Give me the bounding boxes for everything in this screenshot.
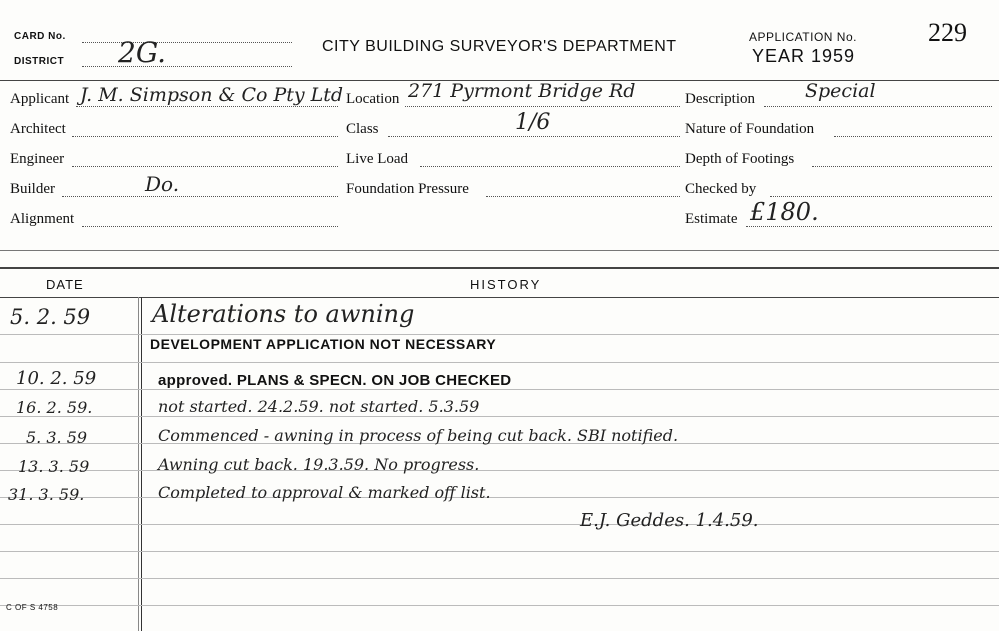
application-number: 229 bbox=[928, 18, 967, 47]
fields-rule-1 bbox=[0, 250, 999, 251]
date-column-divider bbox=[141, 297, 142, 631]
card-no-line bbox=[82, 42, 292, 43]
architect-line bbox=[72, 136, 338, 137]
nature-line bbox=[834, 136, 992, 137]
alignment-line bbox=[82, 226, 338, 227]
alignment-label: Alignment bbox=[10, 211, 75, 227]
form-number: C OF S 4758 bbox=[6, 603, 59, 612]
estimate-label: Estimate bbox=[685, 211, 738, 227]
foundation-pressure-line bbox=[486, 196, 680, 197]
row-line bbox=[0, 470, 999, 471]
estimate-line bbox=[746, 226, 992, 227]
row-line bbox=[0, 605, 999, 606]
description-label: Description bbox=[685, 91, 755, 107]
architect-label: Architect bbox=[10, 121, 66, 137]
location-line bbox=[405, 106, 680, 107]
history-stamp: DEVELOPMENT APPLICATION NOT NECESSARY bbox=[150, 336, 497, 352]
live-load-label: Live Load bbox=[346, 151, 409, 167]
history-entry: not started. 24.2.59. not started. 5.3.59 bbox=[158, 397, 480, 416]
district-line bbox=[82, 66, 292, 67]
history-entry: Completed to approval & marked off list. bbox=[158, 483, 491, 502]
history-signature: E.J. Geddes. 1.4.59. bbox=[580, 510, 759, 531]
year-label: YEAR 1959 bbox=[752, 46, 856, 66]
district-label: DISTRICT bbox=[14, 56, 65, 67]
live-load-line bbox=[420, 166, 680, 167]
builder-line bbox=[62, 196, 338, 197]
applicant-line bbox=[76, 106, 338, 107]
builder-label: Builder bbox=[10, 181, 55, 197]
description-value: Special bbox=[805, 80, 876, 102]
row-line bbox=[0, 524, 999, 525]
applicant-label: Applicant bbox=[10, 91, 70, 107]
nature-of-foundation-label: Nature of Foundation bbox=[685, 121, 815, 137]
class-line bbox=[388, 136, 680, 137]
history-entry: Alterations to awning bbox=[152, 300, 415, 328]
class-label: Class bbox=[346, 121, 379, 137]
row-line bbox=[0, 389, 999, 390]
class-value: 1/6 bbox=[515, 110, 551, 135]
engineer-label: Engineer bbox=[10, 151, 65, 167]
checked-by-label: Checked by bbox=[685, 181, 757, 197]
card-no-label: CARD No. bbox=[14, 31, 66, 42]
row-line bbox=[0, 497, 999, 498]
history-date: 13. 3. 59 bbox=[18, 457, 90, 476]
checked-line bbox=[770, 196, 992, 197]
foundation-pressure-label: Foundation Pressure bbox=[346, 181, 469, 197]
applicant-value: J. M. Simpson & Co Pty Ltd bbox=[80, 84, 344, 106]
row-line bbox=[0, 578, 999, 579]
row-line bbox=[0, 416, 999, 417]
engineer-line bbox=[72, 166, 338, 167]
fields-rule-2 bbox=[0, 267, 999, 269]
row-line bbox=[0, 551, 999, 552]
date-header: DATE bbox=[46, 277, 84, 292]
history-date: 16. 2. 59. bbox=[16, 398, 93, 417]
location-label: Location bbox=[346, 91, 400, 107]
builder-value: Do. bbox=[145, 172, 180, 196]
history-date: 10. 2. 59 bbox=[16, 368, 97, 389]
depth-of-footings-label: Depth of Footings bbox=[685, 151, 795, 167]
district-value: 2G. bbox=[118, 36, 167, 69]
depth-line bbox=[812, 166, 992, 167]
application-no-label: APPLICATION No. bbox=[749, 30, 857, 44]
row-line bbox=[0, 362, 999, 363]
history-header: HISTORY bbox=[470, 277, 542, 292]
history-entry: Commenced - awning in process of being cut back. SBI notified. bbox=[158, 426, 679, 445]
history-date: 31. 3. 59. bbox=[8, 485, 85, 504]
estimate-value: £180. bbox=[750, 198, 819, 226]
history-date: 5. 3. 59 bbox=[26, 428, 88, 447]
row-line bbox=[0, 334, 999, 335]
history-date: 5. 2. 59 bbox=[10, 305, 91, 329]
description-line bbox=[764, 106, 992, 107]
location-value: 271 Pyrmont Bridge Rd bbox=[408, 80, 636, 102]
history-entry: approved. PLANS & SPECN. ON JOB CHECKED bbox=[158, 372, 512, 389]
history-entry: Awning cut back. 19.3.59. No progress. bbox=[158, 455, 480, 474]
history-header-rule bbox=[0, 297, 999, 298]
department-title: CITY BUILDING SURVEYOR'S DEPARTMENT bbox=[322, 38, 677, 55]
date-column-divider-inner bbox=[138, 297, 139, 631]
